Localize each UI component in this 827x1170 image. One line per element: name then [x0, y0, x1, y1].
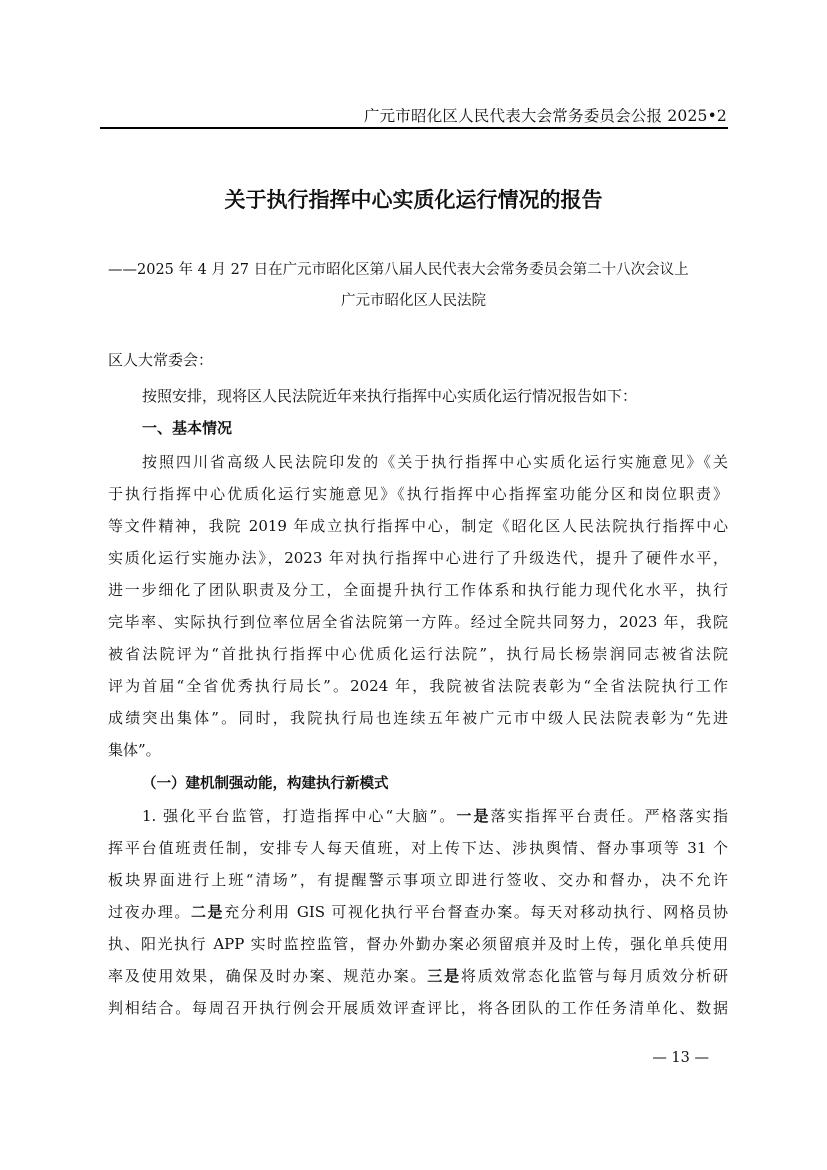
document-title: 关于执行指挥中心实质化运行情况的报告 — [224, 187, 603, 212]
paragraph-line: 于执行指挥中心优质化运行实施意见》《执行指挥中心指挥室功能分区和岗位职责》 — [108, 485, 728, 503]
page-number: — 13 — — [652, 1050, 709, 1066]
paragraph-line — [142, 806, 728, 826]
document-author: 广元市昭化区人民法院 — [341, 293, 486, 309]
line-text: 将质效常态化监管与每月质效分析研 — [460, 967, 728, 985]
paragraph-line: 执、阳光执行 APP 实时监控监管，督办外勤办案必须留痕并及时上传，强化单兵使用 — [108, 935, 728, 953]
line-text: 落实指挥平台责任。严格落实指 — [490, 807, 728, 825]
paragraph-line: 评为首届“全省优秀执行局长”。2024 年，我院被省法院表彰为“全省法院执行工作 — [108, 677, 728, 695]
paragraph-line: 板块界面进行上班“清场”，有提醒警示事项立即进行签收、交办和督办，决不允许 — [108, 871, 728, 889]
paragraph-line: 进一步细化了团队职责及分工，全面提升执行工作体系和执行能力现代化水平，执行 — [108, 581, 728, 599]
line-text: 过夜办理。 — [108, 903, 191, 921]
line-text: 率及使用效果，确保及时办案、规范办案。 — [108, 967, 428, 985]
paragraph-line — [108, 966, 728, 986]
paragraph-line: 成绩突出集体”。同时，我院执行局也连续五年被广元市中级人民法院表彰为“先进 — [108, 709, 728, 727]
salutation: 区人大常委会： — [108, 351, 214, 369]
line-text: 充分利用 GIS 可视化执行平台督查办案。每天对移动执行、网格员协 — [224, 903, 728, 921]
subsection-heading: （一）建机制强动能，构建执行新模式 — [142, 775, 389, 792]
paragraph-line: 实质化运行实施办法》，2023 年对执行指挥中心进行了升级迭代，提升了硬件水平， — [108, 549, 728, 567]
paragraph-line: 集体”。 — [108, 741, 161, 759]
paragraph-line: 完毕率、实际执行到位率位居全省法院第一方阵。经过全院共同努力，2023 年，我院 — [108, 613, 728, 631]
section-heading: 一、基本情况 — [142, 419, 233, 437]
header-divider — [100, 127, 728, 129]
paragraph-line: 按照四川省高级人民法院印发的《关于执行指挥中心实质化运行实施意见》《关 — [142, 453, 728, 471]
bulletin-header-title: 广元市昭化区人民代表大会常务委员会公报 2025•2 — [363, 107, 727, 125]
line-text: 1. 强化平台监管，打造指挥中心“大脑”。 — [142, 807, 457, 825]
emphasis-text: 三是 — [427, 967, 461, 985]
emphasis-text: 一是 — [456, 807, 491, 825]
paragraph-line: 判相结合。每周召开执行例会开展质效评查评比，将各团队的工作任务清单化、数据 — [108, 999, 728, 1017]
paragraph-line: 挥平台值班责任制，安排专人每天值班，对上传下达、涉执舆情、督办事项等 31 个 — [108, 839, 728, 857]
paragraph-line: 被省法院评为“首批执行指挥中心优质化运行法院”，执行局长杨崇润同志被省法院 — [108, 645, 728, 663]
paragraph-line — [108, 902, 728, 922]
document-subtitle: ——2025 年 4 月 27 日在广元市昭化区第八届人民代表大会常务委员会第二十八次会议上 — [108, 262, 689, 278]
emphasis-text: 二是 — [190, 903, 225, 921]
paragraph-line: 等文件精神，我院 2019 年成立执行指挥中心，制定《昭化区人民法院执行指挥中心 — [108, 517, 728, 535]
intro-paragraph: 按照安排，现将区人民法院近年来执行指挥中心实质化运行情况报告如下： — [142, 387, 638, 405]
